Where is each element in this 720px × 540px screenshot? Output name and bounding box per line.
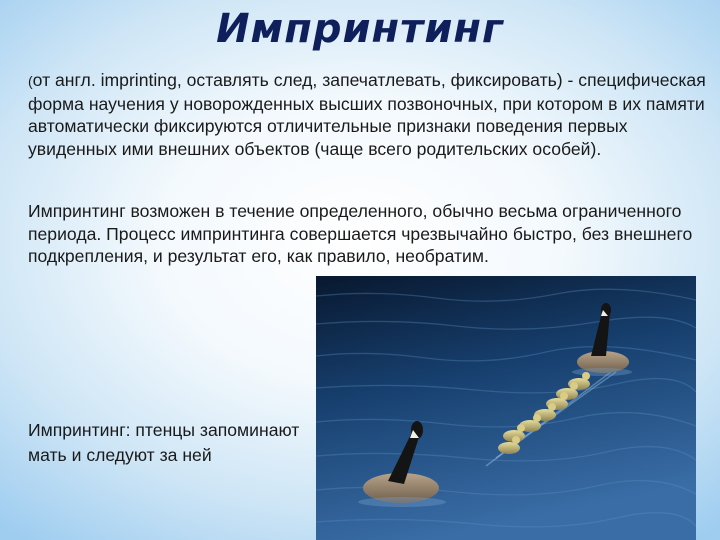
definition-paragraph — [28, 69, 712, 160]
geese-on-water-illustration — [316, 276, 696, 540]
geese-photo — [316, 276, 696, 540]
description-paragraph: Импринтинг возможен в течение определенного, обычно весьма ограниченного периода. Процесс импринтинга совершается чрезвычайно быстро, без внешнего подкрепления, и результат его, как правило, необратим. — [28, 201, 693, 266]
definition-paren: ( — [28, 73, 33, 89]
slide-title: Импринтинг — [216, 6, 504, 52]
definition-text: от англ. imprinting, оставлять след, запечатлевать, фиксировать) - специфическая форма научения у новорожденных высших позвоночных, при котором в их памяти автоматически фиксируются отличительные признаки поведения первых увиденных ими внешних объектов (чаще всего родительских особей). — [28, 70, 706, 159]
photo-caption: Импринтинг: птенцы запоминают мать и следуют за ней — [28, 420, 300, 465]
